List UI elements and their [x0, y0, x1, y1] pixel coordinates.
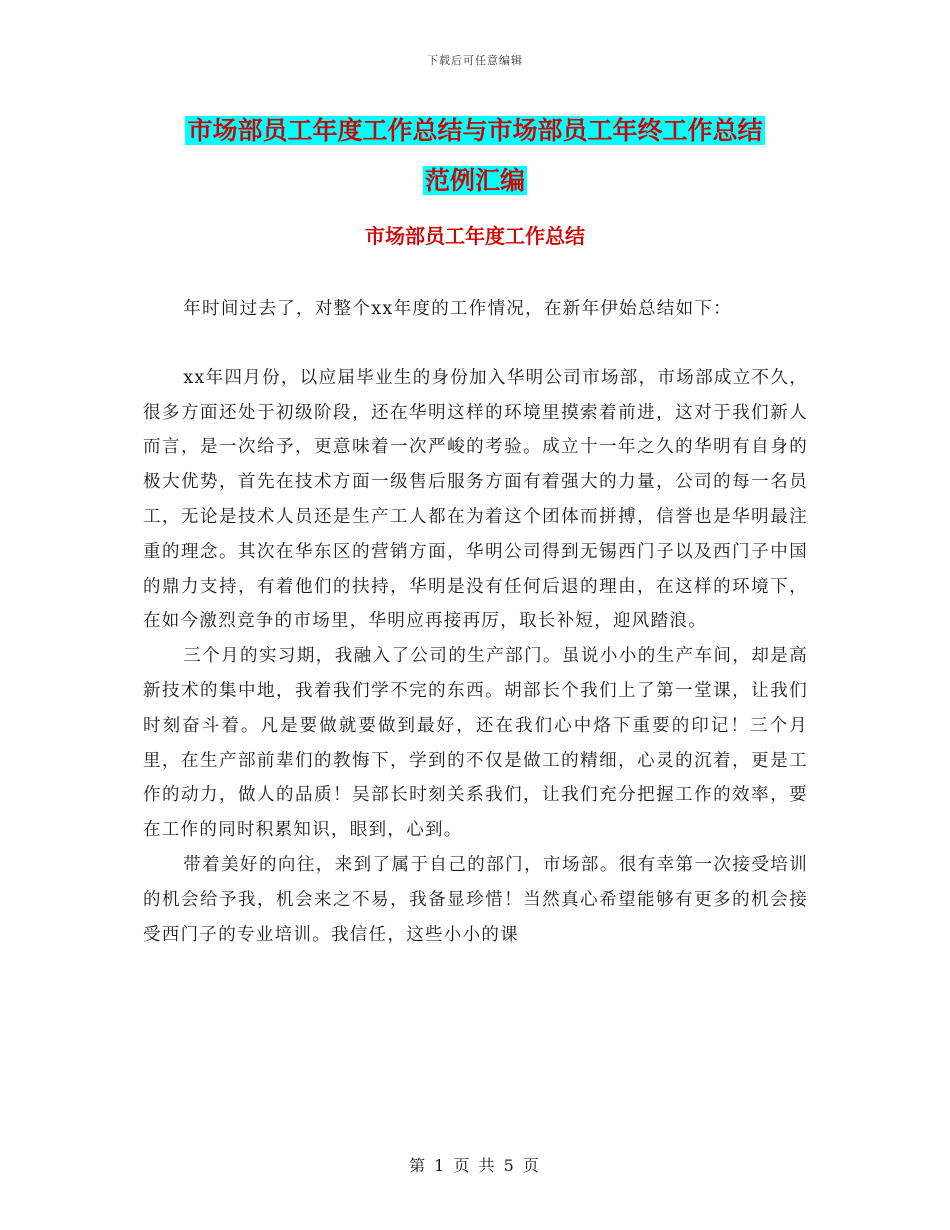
title-line-1: 市场部员工年度工作总结与市场部员工年终工作总结 — [187, 116, 763, 145]
section-title: 市场部员工年度工作总结 — [365, 224, 585, 248]
paragraph-intro: 年时间过去了，对整个xx年度的工作情况，在新年伊始总结如下： — [183, 299, 732, 319]
document-title — [0, 106, 950, 206]
page-footer: 第 1 页 共 5 页 — [409, 1156, 541, 1175]
document-body — [143, 292, 808, 952]
header-note: 下载后可任意编辑 — [427, 54, 523, 67]
paragraph: 带着美好的向往，来到了属于自己的部门，市场部。很有幸第一次接受培训的机会给予我，机会来之不易，我备显珍惜！当然真心希望能够有更多的机会接受西门子的专业培训。我信任，这些小小的课 — [143, 854, 808, 945]
title-line-2: 范例汇编 — [424, 166, 525, 195]
paragraph: xx年四月份，以应届毕业生的身份加入华明公司市场部，市场部成立不久，很多方面还处于初级阶段，还在华明这样的环境里摸索着前进，这对于我们新人而言，是一次给予，更意味着一次严峻的考验。成立十一年之久的华明有自身的极大优势，首先在技术方面一级售后服务方面有着强大的力量，公司的每一名员工，无论是技术人员还是生产工人都在为着这个团体而拼搏，信誉也是华明最注重的理念。其次在华东区的营销方面，华明公司得到无锡西门子以及西门子中国的鼎力支持，有着他们的扶持，华明是没有任何后退的理由，在这样的环境下，在如今激烈竞争的市场里，华明应再接再厉，取长补短，迎风踏浪。 — [143, 367, 808, 632]
paragraph: 三个月的实习期，我融入了公司的生产部门。虽说小小的生产车间，却是高新技术的集中地，我着我们学不完的东西。胡部长个我们上了第一堂课，让我们时刻奋斗着。凡是要做就要做到最好，还在我们心中烙下重要的印记！三个月里，在生产部前辈们的教悔下，学到的不仅是做工的精细，心灵的沉着，更是工作的动力，做人的品质！吴部长时刻关系我们，让我们充分把握工作的效率，要在工作的同时积累知识，眼到，心到。 — [143, 646, 808, 841]
